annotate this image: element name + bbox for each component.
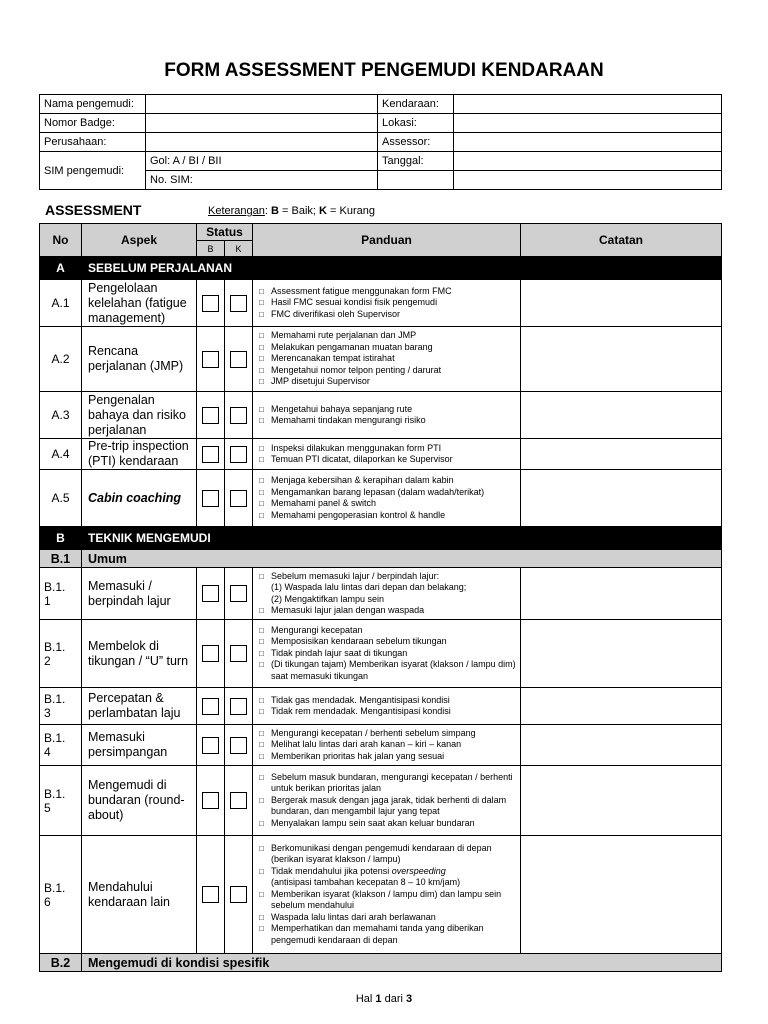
notes-field[interactable] <box>521 568 722 620</box>
col-header-catatan: Catatan <box>521 224 722 257</box>
row-aspect: Memasuki / berpindah lajur <box>82 568 197 620</box>
guidance-item: □ Sebelum masuk bundaran, mengurangi kecepatan / berhenti untuk berikan prioritas jalan <box>259 772 516 795</box>
checkbox-b[interactable] <box>202 351 219 368</box>
row-guidance <box>253 620 521 688</box>
sim-label: SIM pengemudi: <box>40 152 146 190</box>
driver-info-table <box>39 94 722 190</box>
row-guidance <box>253 725 521 766</box>
row-number: A.5 <box>40 470 82 527</box>
guidance-subitem: (antisipasi tambahan kecepatan 8 – 10 km/jam) <box>271 877 461 888</box>
section-title: SEBELUM PERJALANAN <box>82 257 722 280</box>
guidance-item: □ Memahami tindakan mengurangi risiko <box>259 415 516 427</box>
legend-b-text: = Baik; <box>278 205 320 217</box>
guidance-item: □ Mengurangi kecepatan / berhenti sebelum simpang <box>259 728 516 740</box>
location-field[interactable] <box>454 114 722 133</box>
subsection-title: Mengemudi di kondisi spesifik <box>82 954 722 972</box>
col-header-panduan: Panduan <box>253 224 521 257</box>
subsection-number: B.2 <box>40 954 82 972</box>
guidance-item: □ Tidak pindah lajur saat di tikungan <box>259 648 516 660</box>
guidance-item: □ JMP disetujui Supervisor <box>259 376 516 388</box>
guidance-subitem: (2) Mengaktifkan lampu sein <box>271 593 385 604</box>
row-guidance <box>253 470 521 527</box>
col-header-b: B <box>197 241 225 257</box>
guidance-item: □ (Di tikungan tajam) Memberikan isyarat (klakson / lampu dim) saat memasuki tikungan <box>259 659 516 682</box>
notes-field[interactable] <box>521 280 722 327</box>
legend <box>208 205 375 217</box>
notes-field[interactable] <box>521 725 722 766</box>
assessor-label: Assessor: <box>378 133 454 152</box>
section-letter: A <box>40 257 82 280</box>
row-number-part: 5 <box>44 800 51 815</box>
guidance-item: □ Memahami rute perjalanan dan JMP <box>259 330 516 342</box>
notes-field[interactable] <box>521 620 722 688</box>
checkbox-b[interactable] <box>202 792 219 809</box>
legend-key: Keterangan <box>208 205 265 217</box>
guidance-item: □ Bergerak masuk dengan jaga jarak, tidak berhenti di dalam bundaran, dan mengambil lajur yang tepat <box>259 795 516 818</box>
row-number <box>40 766 82 836</box>
row-number-part: B.1. <box>44 639 66 654</box>
company-field[interactable] <box>146 133 378 152</box>
row-aspect: Mendahului kendaraan lain <box>82 836 197 954</box>
table-row <box>40 766 722 836</box>
guidance-item: □ FMC diverifikasi oleh Supervisor <box>259 309 516 321</box>
guidance-item: □ Inspeksi dilakukan menggunakan form PTI <box>259 443 516 455</box>
row-number <box>40 688 82 725</box>
notes-field[interactable] <box>521 470 722 527</box>
checkbox-b[interactable] <box>202 446 219 463</box>
total-pages: 3 <box>406 993 413 1005</box>
legend-b: B <box>271 205 279 217</box>
row-guidance <box>253 327 521 392</box>
checkbox-b[interactable] <box>202 490 219 507</box>
guidance-item: □ Mengurangi kecepatan <box>259 625 516 637</box>
guidance-item: □ Temuan PTI dicatat, dilaporkan ke Supervisor <box>259 454 516 466</box>
row-number <box>40 620 82 688</box>
row-guidance <box>253 568 521 620</box>
guidance-item: □ Memperhatikan dan memahami tanda yang diberikan pengemudi kendaraan di depan <box>259 923 516 946</box>
notes-field[interactable] <box>521 439 722 470</box>
col-header-aspek: Aspek <box>82 224 197 257</box>
row-aspect: Mengemudi di bundaran (round-about) <box>82 766 197 836</box>
table-row <box>40 568 722 620</box>
row-guidance <box>253 836 521 954</box>
row-aspect: Pre-trip inspection (PTI) kendaraan <box>82 439 197 470</box>
table-row <box>40 836 722 954</box>
location-label: Lokasi: <box>378 114 454 133</box>
legend-k-text: = Kurang <box>326 205 375 217</box>
guidance-item: □ Menjaga kebersihan & kerapihan dalam kabin <box>259 475 516 487</box>
guidance-item: □ Menyalakan lampu sein saat akan keluar bundaran <box>259 818 516 830</box>
notes-field[interactable] <box>521 766 722 836</box>
row-number: A.3 <box>40 392 82 439</box>
guidance-item: □ Assessment fatigue menggunakan form FMC <box>259 286 516 298</box>
guidance-item: □ Mengetahui nomor telpon penting / darurat <box>259 365 516 377</box>
date-label: Tanggal: <box>378 152 454 171</box>
notes-field[interactable] <box>521 836 722 954</box>
guidance-text: Tidak mendahului jika potensi <box>271 865 392 876</box>
table-row <box>40 280 722 327</box>
checkbox-k[interactable] <box>230 737 247 754</box>
subsection-number: B.1 <box>40 550 82 568</box>
guidance-item: □ Melakukan pengamanan muatan barang <box>259 342 516 354</box>
guidance-item: □ Mengamankan barang lepasan (dalam wadah/terikat) <box>259 487 516 499</box>
checkbox-k[interactable] <box>230 351 247 368</box>
row-number-part: 4 <box>44 745 51 759</box>
row-number-part: B.1. <box>44 786 66 801</box>
row-guidance <box>253 280 521 327</box>
legend-k: K <box>319 205 327 217</box>
col-header-status: Status <box>197 224 253 241</box>
col-header-k: K <box>225 241 253 257</box>
badge-label: Nomor Badge: <box>40 114 146 133</box>
empty-field-cell <box>454 171 722 190</box>
row-number-part: B.1. <box>44 579 66 594</box>
guidance-item: □ Melihat lalu lintas dari arah kanan – kiri – kanan <box>259 739 516 751</box>
checkbox-k[interactable] <box>230 585 247 602</box>
guidance-item: □ Memahami panel & switch <box>259 498 516 510</box>
row-number-part: B.1. <box>44 731 66 745</box>
row-aspect: Cabin coaching <box>82 470 197 527</box>
table-row <box>40 470 722 527</box>
driver-name-field[interactable] <box>146 95 378 114</box>
guidance-item: □ Mengetahui bahaya sepanjang rute <box>259 404 516 416</box>
footer-middle: dari <box>381 993 407 1005</box>
guidance-item: □ Memasuki lajur jalan dengan waspada <box>259 605 516 617</box>
guidance-item: □ Memahami pengoperasian kontrol & handle <box>259 510 516 522</box>
section-letter: B <box>40 527 82 550</box>
checkbox-k[interactable] <box>230 490 247 507</box>
row-guidance <box>253 688 521 725</box>
checkbox-b[interactable] <box>202 737 219 754</box>
row-number-part: 2 <box>44 653 51 668</box>
guidance-item: □ Tidak gas mendadak. Mengantisipasi kondisi <box>259 695 516 707</box>
row-number <box>40 568 82 620</box>
guidance-item: □ Memposisikan kendaraan sebelum tikungan <box>259 636 516 648</box>
row-number-part: 1 <box>44 593 51 608</box>
section-title: TEKNIK MENGEMUDI <box>82 527 722 550</box>
guidance-item: □ Berkomunikasi dengan pengemudi kendaraan di depan (berikan isyarat klakson / lampu) <box>259 843 516 866</box>
sim-number-field[interactable]: No. SIM: <box>146 171 378 190</box>
row-number-part: 6 <box>44 894 51 909</box>
row-number: A.2 <box>40 327 82 392</box>
guidance-item <box>259 866 516 878</box>
subsection-title: Umum <box>82 550 722 568</box>
row-number: A.1 <box>40 280 82 327</box>
checkbox-b[interactable] <box>202 585 219 602</box>
table-row <box>40 327 722 392</box>
table-row <box>40 620 722 688</box>
guidance-item: □ Memberikan prioritas hak jalan yang sesuai <box>259 751 516 763</box>
assessment-table <box>39 223 722 972</box>
assessor-field[interactable] <box>454 133 722 152</box>
checkbox-b[interactable] <box>202 886 219 903</box>
guidance-item: □ Merencanakan tempat istirahat <box>259 353 516 365</box>
row-aspect: Rencana perjalanan (JMP) <box>82 327 197 392</box>
sim-class-field[interactable]: Gol: A / BI / BII <box>146 152 378 171</box>
notes-field[interactable] <box>521 688 722 725</box>
legend-colon: : <box>264 205 268 217</box>
assessment-heading: ASSESSMENT <box>45 202 142 218</box>
form-title: FORM ASSESSMENT PENGEMUDI KENDARAAN <box>164 60 604 81</box>
driver-name-label: Nama pengemudi: <box>40 95 146 114</box>
checkbox-k[interactable] <box>230 407 247 424</box>
checkbox-b[interactable] <box>202 698 219 715</box>
footer-prefix: Hal <box>355 993 376 1005</box>
checkbox-b[interactable] <box>202 645 219 662</box>
checkbox-k[interactable] <box>230 886 247 903</box>
badge-field[interactable] <box>146 114 378 133</box>
date-field[interactable] <box>454 152 722 171</box>
checkbox-b[interactable] <box>202 295 219 312</box>
checkbox-k[interactable] <box>230 446 247 463</box>
empty-label-cell <box>378 171 454 190</box>
table-row <box>40 725 722 766</box>
row-aspect: Percepatan & perlambatan laju <box>82 688 197 725</box>
row-number-part: B.1. <box>44 692 66 706</box>
checkbox-k[interactable] <box>230 295 247 312</box>
guidance-subitem: (1) Waspada lalu lintas dari depan dan belakang; <box>271 582 467 592</box>
table-row <box>40 392 722 439</box>
guidance-item: □ Memberikan isyarat (klakson / lampu dim) dan lampu sein sebelum mendahului <box>259 889 516 912</box>
checkbox-k[interactable] <box>230 698 247 715</box>
row-aspect: Memasuki persimpangan <box>82 725 197 766</box>
table-row <box>40 439 722 470</box>
row-number-part: B.1. <box>44 880 66 895</box>
page-footer <box>0 993 768 1005</box>
row-aspect: Pengenalan bahaya dan risiko perjalanan <box>82 392 197 439</box>
row-guidance <box>253 392 521 439</box>
row-guidance <box>253 439 521 470</box>
vehicle-label: Kendaraan: <box>378 95 454 114</box>
row-number: A.4 <box>40 439 82 470</box>
company-label: Perusahaan: <box>40 133 146 152</box>
col-header-no: No <box>40 224 82 257</box>
row-number <box>40 836 82 954</box>
row-number <box>40 725 82 766</box>
checkbox-k[interactable] <box>230 645 247 662</box>
row-guidance <box>253 766 521 836</box>
guidance-item: □ Tidak rem mendadak. Mengantisipasi kondisi <box>259 706 516 718</box>
notes-field[interactable] <box>521 392 722 439</box>
checkbox-b[interactable] <box>202 407 219 424</box>
row-aspect: Pengelolaan kelelahan (fatigue management) <box>82 280 197 327</box>
row-number-part: 3 <box>44 706 51 720</box>
notes-field[interactable] <box>521 327 722 392</box>
vehicle-field[interactable] <box>454 95 722 114</box>
row-aspect: Membelok di tikungan / “U” turn <box>82 620 197 688</box>
guidance-item: □ Waspada lalu lintas dari arah berlawanan <box>259 912 516 924</box>
guidance-item: □ Hasil FMC sesuai kondisi fisik pengemudi <box>259 297 516 309</box>
table-row <box>40 688 722 725</box>
current-page: 1 <box>375 993 382 1005</box>
guidance-italic: overspeeding <box>391 865 446 876</box>
guidance-item: □ Sebelum memasuki lajur / berpindah lajur: <box>259 571 516 583</box>
checkbox-k[interactable] <box>230 792 247 809</box>
